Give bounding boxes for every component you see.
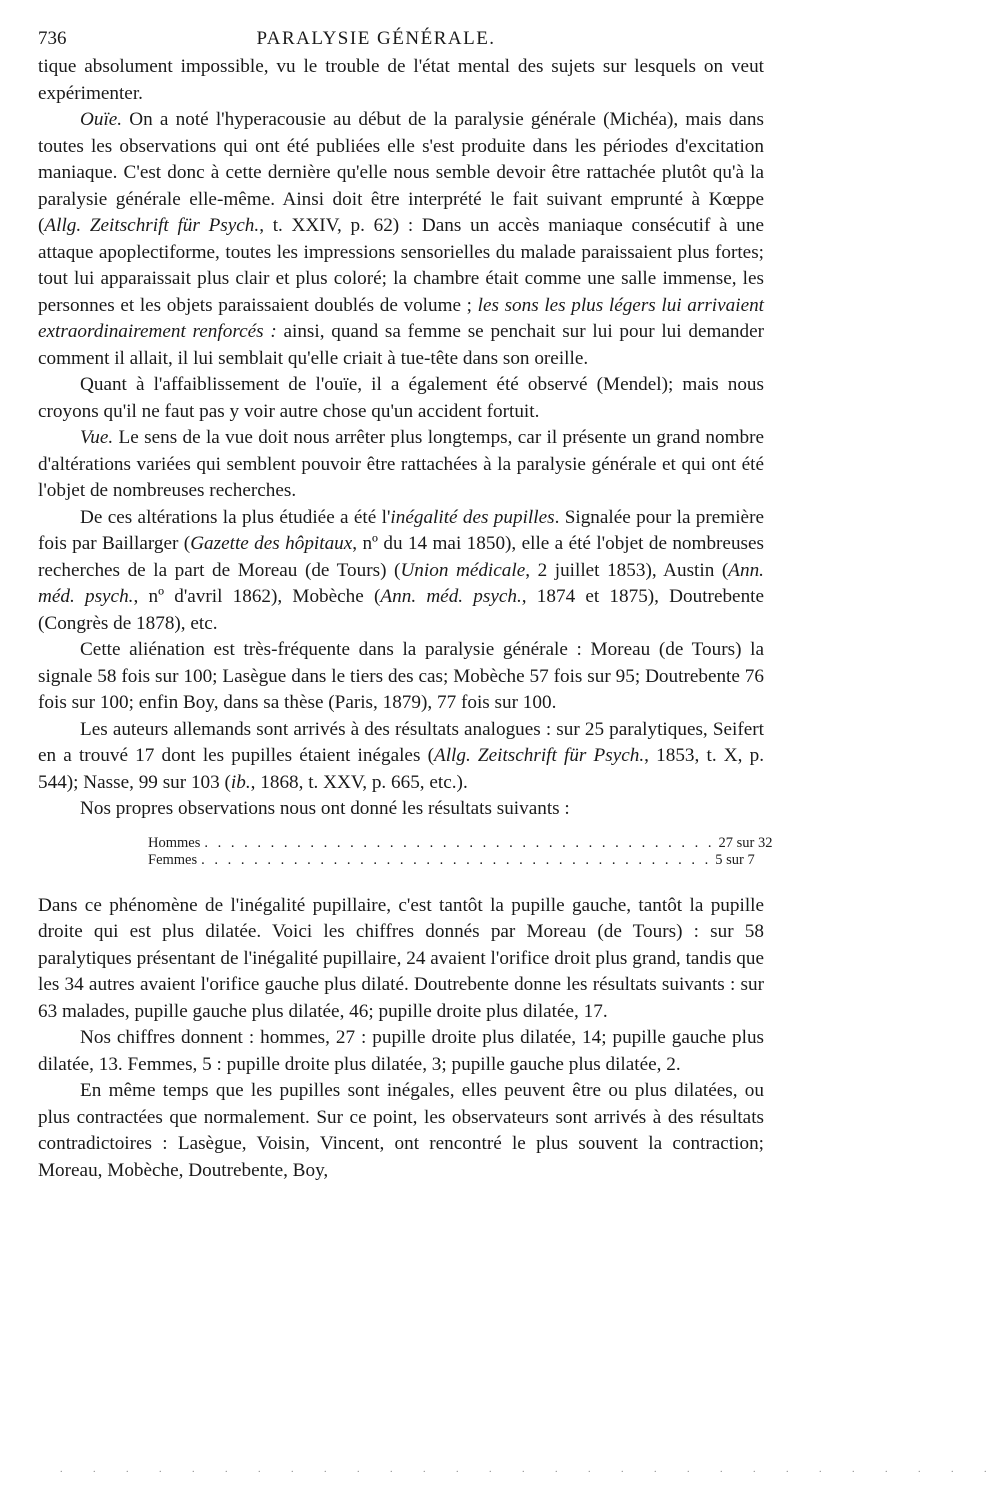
italic-run: Ann. méd. psych. bbox=[380, 586, 522, 607]
dot-leader: . . . . . . . . . . . . . . . . . . . . . . . . . . . . . . . . . . . . . . . bbox=[201, 851, 712, 868]
running-title: PARALYSIE GÉNÉRALE. bbox=[256, 28, 496, 49]
text-run: . Signalée pour la première fois par Baillarger ( bbox=[38, 506, 764, 554]
paragraph bbox=[38, 893, 764, 1026]
running-head bbox=[38, 28, 764, 54]
paragraph bbox=[38, 637, 764, 717]
paragraph bbox=[38, 107, 764, 372]
italic-run: Ouïe. bbox=[80, 109, 123, 130]
text-run: , nº du 14 mai 1850), elle a été l'objet de nombreuses recherches de la part de Moreau (de Tours) ( bbox=[38, 533, 764, 581]
text-run: Le sens de la vue doit nous arrêter plus longtemps, car il présente un grand nombre d'altérations variées qui semblent pouvoir être rattachées à la paralysie générale et qui ont été l'objet de nombreuses recherches. bbox=[38, 427, 764, 501]
paragraph bbox=[38, 54, 764, 107]
text-run: On a noté l'hyperacousie au début de la paralysie générale (Michéa), mais dans toutes les observations qui ont été publiées elle s'est produite dans les périodes d'excitation maniaque. C'est donc à cette dernière qu'elle nous semble devoir être rattachée plutôt qu'à la paralysie générale elle-même. Ainsi doit être interprété le fait suivant emprunté à Kœppe ( bbox=[38, 109, 764, 236]
italic-run: inégalité des pupilles bbox=[390, 506, 555, 528]
paragraph bbox=[38, 425, 764, 505]
body-text-after-table bbox=[38, 893, 764, 1185]
page-bottom-artifact: . . . . . . . . . . . . . . . . . . . . . . . . . . . . . bbox=[60, 1464, 1001, 1475]
text-run: De ces altérations la plus étudiée a été l' bbox=[80, 506, 391, 528]
italic-run: Union médicale bbox=[400, 559, 526, 581]
stats-table bbox=[148, 834, 773, 869]
text-run: , 1853, t. X, p. 544); Nasse, 99 sur 103 ( bbox=[38, 745, 765, 793]
italic-run: Allg. Zeitschrift für Psych. bbox=[44, 215, 260, 236]
italic-run: Gazette des hôpitaux bbox=[190, 533, 353, 554]
text-run: , 1874 et 1875), Doutrebente (Congrès de 1878), etc. bbox=[38, 586, 765, 634]
text-run: Les auteurs allemands sont arrivés à des résultats analogues : sur 25 paralytiques, Seifert en a trouvé 17 dont les pupilles étaient inégales ( bbox=[38, 718, 764, 766]
paragraph bbox=[38, 796, 764, 823]
italic-run: Allg. Zeitschrift für Psych. bbox=[433, 745, 645, 766]
stats-label: Femmes bbox=[148, 851, 198, 868]
stats-value: 5 sur 7 bbox=[715, 851, 755, 868]
text-run: En même temps que les pupilles sont inégales, elles peuvent être ou plus dilatées, ou plus contractées que normalement. Sur ce point, les observateurs sont arrivés à des résultats contradictoires : Lasègue, Voisin, Vincent, ont rencontré le plus souvent la contraction; Moreau, Mobèche, Doutrebente, Boy, bbox=[38, 1080, 764, 1181]
italic-run: Ann. méd. psych. bbox=[38, 559, 764, 607]
text-run: Dans ce phénomène de l'inégalité pupillaire, c'est tantôt la pupille gauche, tantôt la pupille droite qui est plus dilatée. Voici les chiffres donnés par Moreau (de Tours) : sur 58 paralytiques présentant de l'inégalité pupillaire, 24 avaient l'orifice droit plus grand, tandis que les 34 autres avaient l'orifice gauche plus dilaté. Doutrebente donne les résultats suivants : sur 63 malades, pupille gauche plus dilatée, 46; pupille droite plus dilatée, 17. bbox=[38, 894, 764, 1022]
italic-run: les sons les plus légers lui arrivaient extraordinairement renforcés : bbox=[38, 294, 765, 342]
stats-row bbox=[148, 834, 773, 852]
text-run: , 2 juillet 1853), Austin ( bbox=[525, 559, 729, 581]
italic-run: Vue. bbox=[80, 427, 114, 448]
text-run: , t. XXIV, p. 62) : Dans un accès maniaque consécutif à une attaque apoplectiforme, toutes les impressions sensorielles du malade paraissaient plus fortes; tout lui apparaissait plus clair et plus coloré; la chambre était comme une salle immense, les personnes et les objets paraissaient doublés de volume ; bbox=[38, 215, 764, 316]
stats-row bbox=[148, 851, 755, 869]
paragraph bbox=[38, 505, 764, 638]
text-run: ainsi, quand sa femme se penchait sur lui pour lui demander comment il allait, il lui semblait qu'elle criait à tue-tête dans son oreille. bbox=[38, 321, 764, 369]
text-run: tique absolument impossible, vu le trouble de l'état mental des sujets sur lesquels on veut expérimenter. bbox=[38, 56, 764, 104]
dot-leader: . . . . . . . . . . . . . . . . . . . . . . . . . . . . . . . . . . . . . . . bbox=[204, 834, 715, 851]
text-run: Nos chiffres donnent : hommes, 27 : pupille droite plus dilatée, 14; pupille gauche plus dilatée, 13. Femmes, 5 : pupille droite plus dilatée, 3; pupille gauche plus dilatée, 2. bbox=[38, 1027, 764, 1075]
stats-label: Hommes bbox=[148, 834, 201, 851]
text-run: Quant à l'affaiblissement de l'ouïe, il a également été observé (Mendel); mais nous croyons qu'il ne faut pas y voir autre chose qu'un accident fortuit. bbox=[38, 374, 764, 422]
text-run: , 1868, t. XXV, p. 665, etc.). bbox=[250, 771, 468, 793]
text-run: Nos propres observations nous ont donné les résultats suivants : bbox=[80, 798, 570, 819]
paragraph bbox=[38, 1078, 764, 1184]
body-text-before-table bbox=[38, 54, 764, 823]
text-run: , nº d'avril 1862), Mobèche ( bbox=[133, 586, 381, 607]
paragraph bbox=[38, 717, 764, 797]
text-run: Cette aliénation est très-fréquente dans la paralysie générale : Moreau (de Tours) la signale 58 fois sur 100; Lasègue dans le tiers des cas; Mobèche 57 fois sur 95; Doutrebente 76 fois sur 100; enfin Boy, dans sa thèse (Paris, 1879), 77 fois sur 100. bbox=[38, 639, 764, 713]
book-page bbox=[38, 28, 773, 1184]
stats-value: 27 sur 32 bbox=[718, 834, 773, 851]
paragraph bbox=[38, 1025, 764, 1078]
paragraph bbox=[38, 372, 764, 425]
italic-run: ib. bbox=[230, 771, 251, 793]
page-number: 736 bbox=[38, 28, 67, 49]
